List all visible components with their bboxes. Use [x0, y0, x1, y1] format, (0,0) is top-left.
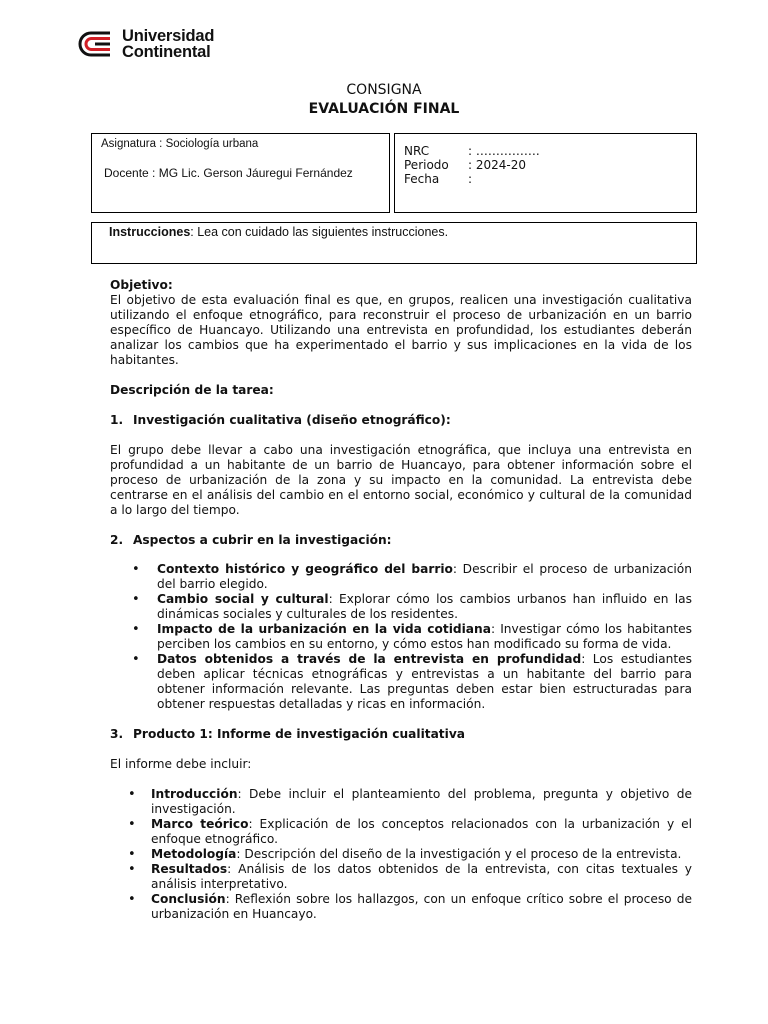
- list-item-text: : Describir el proceso de urbanización del barrio elegido.: [157, 562, 692, 591]
- section-1-heading: [110, 413, 692, 428]
- instructions-label: Instrucciones: [109, 225, 191, 239]
- section-3-list: [110, 787, 692, 922]
- fecha-value: :: [468, 172, 473, 186]
- list-item-text: : Los estudiantes deben aplicar técnicas etnográficas y entrevistas a un habitante del barrio para obtener información relevante. Las preguntas deben estar bien estructuradas para obtener respuestas detalladas y ricas en información.: [157, 652, 693, 711]
- list-item-text: : Explorar cómo los cambios urbanos han influido en las dinámicas sociales y culturales de los residentes.: [157, 592, 692, 621]
- university-logo: [76, 28, 214, 60]
- course-name: Asignatura : Sociología urbana: [101, 138, 259, 150]
- section-3-intro: El informe debe incluir:: [110, 757, 252, 771]
- list-item-text: : Reflexión sobre los hallazgos, con un enfoque crítico sobre el proceso de urbanización en Huancayo.: [151, 892, 692, 921]
- logo-text: [122, 28, 214, 60]
- periodo-value: : 2024-20: [468, 158, 526, 172]
- nrc-label: NRC: [404, 144, 430, 158]
- document-body: [110, 278, 692, 922]
- section-3-heading: [110, 727, 692, 742]
- document-title: CONSIGNA: [346, 82, 422, 98]
- list-item: [110, 847, 692, 862]
- list-item-text: : Explicación de los conceptos relacionados con la urbanización y el enfoque etnográfico.: [151, 817, 692, 846]
- list-item: [110, 892, 692, 922]
- list-item-term: Datos obtenidos a través de la entrevista en profundidad: [157, 652, 582, 666]
- list-item-text: : Investigar cómo los habitantes perciben los cambios en su entorno, y cómo estos han modificado su forma de vida.: [157, 622, 692, 651]
- list-item-term: Impacto de la urbanización en la vida cotidiana: [157, 622, 491, 636]
- continental-logo-icon: [76, 29, 114, 59]
- objective-heading: Objetivo:: [110, 278, 173, 292]
- course-info-box: [91, 133, 390, 213]
- list-item-term: Marco teórico: [151, 817, 249, 831]
- section-2-list: [110, 562, 692, 712]
- list-item: [110, 787, 692, 817]
- list-item-term: Resultados: [151, 862, 228, 876]
- list-item: [110, 652, 692, 712]
- list-item-term: Contexto histórico y geográfico del barrio: [157, 562, 453, 576]
- section-1-text: El grupo debe llevar a cabo una investigación etnográfica, que incluya una entrevista en profundidad a un habitante de un barrio de Huancayo, para obtener información sobre el proceso de urbanización de la zona y su impacto en la comunidad. La entrevista debe centrarse en el análisis del cambio en el entorno social, económico y cultural de la comunidad a lo largo del tiempo.: [110, 443, 692, 517]
- list-item-term: Metodología: [151, 847, 237, 861]
- task-heading: Descripción de la tarea:: [110, 383, 274, 397]
- nrc-value: : …………….: [468, 144, 540, 158]
- section-2-number: 2.: [110, 533, 124, 547]
- document-subtitle: EVALUACIÓN FINAL: [308, 101, 460, 117]
- nrc-row: [404, 145, 540, 159]
- section-1-number: 1.: [110, 413, 124, 427]
- list-item: [110, 562, 692, 592]
- section-2-heading: [110, 533, 692, 548]
- list-item: [110, 817, 692, 847]
- objective-text: El objetivo de esta evaluación final es que, en grupos, realicen una investigación cualitativa utilizando el enfoque etnográfico, para reconstruir el proceso de urbanización en un barrio específico de Huancayo. Utilizando una entrevista en profundidad, los estudiantes deberán analizar los cambios que ha experimentado el barrio y sus implicaciones en la vida de los habitantes.: [110, 293, 692, 367]
- periodo-row: [404, 159, 526, 173]
- fecha-row: [404, 173, 472, 187]
- list-item-term: Introducción: [151, 787, 238, 801]
- section-1-title: Investigación cualitativa (diseño etnográfico):: [133, 413, 451, 427]
- list-item: [110, 622, 692, 652]
- logo-line-1: Universidad: [122, 27, 215, 45]
- list-item-term: Cambio social y cultural: [157, 592, 329, 606]
- logo-line-2: Continental: [122, 43, 211, 61]
- section-3-number: 3.: [110, 727, 124, 741]
- list-item-text: : Descripción del diseño de la investigación y el proceso de la entrevista.: [236, 847, 682, 861]
- periodo-label: Periodo: [404, 158, 449, 172]
- instructions-box: [91, 222, 697, 264]
- instructions: [109, 225, 448, 239]
- section-2-title: Aspectos a cubrir en la investigación:: [133, 533, 392, 547]
- list-item: [110, 592, 692, 622]
- teacher-name: Docente : MG Lic. Gerson Jáuregui Fernández: [104, 166, 353, 180]
- list-item: [110, 862, 692, 892]
- list-item-term: Conclusión: [151, 892, 226, 906]
- fecha-label: Fecha: [404, 172, 440, 186]
- list-item-text: : Debe incluir el planteamiento del problema, pregunta y objetivo de investigación.: [151, 787, 692, 816]
- list-item-text: : Análisis de los datos obtenidos de la entrevista, con citas textuales y análisis interpretativo.: [151, 862, 692, 891]
- section-3-title: Producto 1: Informe de investigación cualitativa: [133, 727, 465, 741]
- instructions-text: : Lea con cuidado las siguientes instrucciones.: [190, 225, 449, 239]
- nrc-info-box: [394, 133, 697, 213]
